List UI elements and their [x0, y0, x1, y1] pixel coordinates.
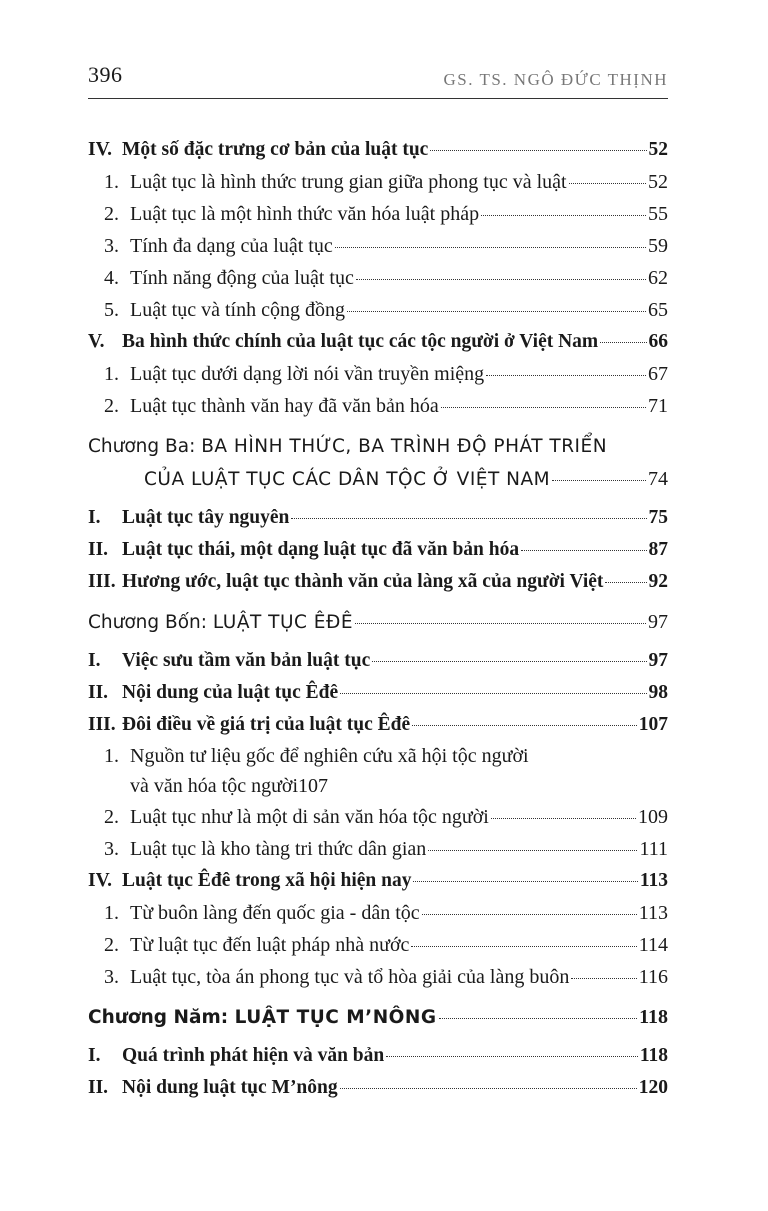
toc-page-number: 52	[648, 171, 668, 193]
dot-leader	[521, 550, 646, 551]
toc-entry-label	[88, 134, 428, 166]
dot-leader	[355, 623, 646, 624]
chapter-title: LUẬT TỤC M’NÔNG	[234, 1007, 437, 1028]
toc-entry	[88, 865, 668, 897]
toc-subsection-title: Từ buôn làng đến quốc gia - dân tộc	[130, 902, 420, 924]
chapter-label: Chương Năm:	[88, 1007, 235, 1028]
toc-subsection-number: 1.	[104, 902, 119, 924]
toc-section-number: I.	[88, 507, 101, 528]
toc-entry-label	[104, 230, 333, 262]
toc-section-number: II.	[88, 1077, 109, 1098]
toc-subsection-title: Luật tục là kho tàng tri thức dân gian	[130, 838, 427, 860]
toc-entry	[88, 606, 668, 639]
toc-entry	[88, 709, 668, 741]
dot-leader	[291, 518, 646, 519]
toc-entry-label	[88, 645, 370, 677]
toc-entry-label	[104, 961, 569, 993]
chapter-label: Chương Ba:	[88, 436, 202, 457]
toc-page-number: 71	[648, 395, 668, 417]
toc-page-number: 75	[648, 507, 668, 528]
toc-subsection-number: 3.	[104, 966, 119, 988]
dot-leader	[491, 818, 636, 819]
toc-subsection-title: Tính năng động của luật tục	[130, 267, 354, 289]
dot-leader	[347, 311, 646, 312]
toc-entry-label	[88, 1040, 384, 1072]
toc-entry	[88, 390, 668, 422]
toc-section-title: Luật tục thái, một dạng luật tục đã văn bản hóa	[122, 539, 520, 560]
toc-entry-label	[104, 198, 479, 230]
dot-leader	[335, 247, 646, 248]
toc-entry	[88, 801, 668, 833]
toc-subsection-title: Luật tục như là một di sản văn hóa tộc người	[130, 806, 489, 828]
dot-leader	[340, 693, 646, 694]
toc-page-number: 107	[298, 775, 329, 797]
toc-entry-label	[88, 606, 353, 639]
dot-leader	[386, 1056, 638, 1057]
toc-subsection-title: Luật tục là một hình thức văn hóa luật pháp	[130, 203, 480, 225]
toc-entry	[88, 833, 668, 865]
chapter-label: Chương Bốn:	[88, 612, 213, 633]
toc-page-number: 113	[639, 870, 668, 891]
toc-entry-label	[104, 833, 426, 865]
dot-leader	[569, 183, 646, 184]
toc-entry	[88, 326, 668, 358]
toc-page-number: 109	[638, 806, 668, 828]
dot-leader	[356, 279, 646, 280]
chapter-title: BA HÌNH THỨC, BA TRÌNH ĐỘ PHÁT TRIỂN	[201, 436, 608, 457]
toc-entry	[88, 929, 668, 961]
toc-entry	[88, 230, 668, 262]
toc-entry-label	[104, 897, 420, 929]
chapter-title-continued: CỦA LUẬT TỤC CÁC DÂN TỘC Ở VIỆT NAM	[144, 469, 551, 490]
toc-entry-label	[88, 326, 598, 358]
toc-entry	[88, 741, 668, 801]
toc-entry-label	[88, 1072, 338, 1104]
dot-leader	[340, 1088, 637, 1089]
dot-leader	[372, 661, 646, 662]
toc-entry-label	[104, 929, 409, 961]
toc-subsection-number: 1.	[104, 363, 119, 385]
toc-subsection-number: 5.	[104, 299, 119, 321]
dot-leader	[430, 150, 646, 151]
toc-entry	[88, 1001, 668, 1034]
toc-subsection-title: Nguồn tư liệu gốc để nghiên cứu xã hội tộc người	[130, 745, 529, 767]
toc-entry	[88, 294, 668, 326]
toc-section-number: III.	[88, 714, 116, 735]
chapter-line	[88, 463, 668, 496]
toc-subsection-title-continued: và văn hóa tộc người	[130, 775, 299, 797]
toc-entry	[88, 262, 668, 294]
toc-entry	[88, 677, 668, 709]
toc-page-number: 98	[648, 682, 668, 703]
page-header	[88, 58, 668, 99]
dot-leader	[411, 946, 636, 947]
toc-page-number: 65	[648, 299, 668, 321]
chapter-title: LUẬT TỤC ÊĐÊ	[212, 612, 354, 633]
toc-entry-label	[88, 677, 338, 709]
toc-entry	[88, 358, 668, 390]
dot-leader	[413, 881, 637, 882]
toc-section-number: IV.	[88, 139, 113, 160]
dot-leader	[600, 342, 646, 343]
toc-subsection-number: 4.	[104, 267, 119, 289]
toc-subsection-number: 2.	[104, 395, 119, 417]
toc-page-number: 55	[648, 203, 668, 225]
toc-entry-line	[104, 771, 668, 801]
toc-entry-label	[88, 566, 603, 598]
dot-leader	[481, 215, 646, 216]
page-number: 396	[88, 62, 123, 87]
chapter-line	[88, 430, 668, 463]
toc-subsection-title: Luật tục là hình thức trung gian giữa phong tục và luật	[130, 171, 567, 193]
toc-page-number: 92	[648, 571, 668, 592]
table-of-contents	[88, 134, 668, 1104]
toc-page-number: 52	[648, 139, 668, 160]
toc-entry-label	[88, 865, 411, 897]
toc-section-title: Đôi điều về giá trị của luật tục Êđê	[122, 714, 411, 735]
toc-subsection-title: Tính đa dạng của luật tục	[130, 235, 333, 257]
toc-page-number: 107	[638, 714, 668, 735]
toc-subsection-number: 2.	[104, 203, 119, 225]
toc-page-number: 59	[648, 235, 668, 257]
toc-page-number: 113	[638, 902, 668, 924]
toc-page-number: 120	[638, 1077, 668, 1098]
toc-subsection-title: Luật tục dưới dạng lời nói vần truyền miệng	[130, 363, 485, 385]
dot-leader	[486, 375, 646, 376]
toc-section-title: Hương ước, luật tục thành văn của làng xã của người Việt	[122, 571, 604, 592]
toc-page-number: 62	[648, 267, 668, 289]
toc-entry-label	[104, 166, 567, 198]
toc-page-number: 118	[639, 1045, 668, 1066]
toc-entry-label	[104, 390, 439, 422]
toc-subsection-title: Luật tục, tòa án phong tục và tổ hòa giải của làng buôn	[130, 966, 570, 988]
toc-entry	[88, 198, 668, 230]
toc-subsection-number: 3.	[104, 838, 119, 860]
toc-page-number: 111	[639, 838, 668, 860]
toc-entry-label	[88, 502, 289, 534]
toc-page-number: 97	[648, 611, 668, 633]
toc-entry	[88, 534, 668, 566]
toc-entry	[88, 897, 668, 929]
toc-section-number: I.	[88, 1045, 101, 1066]
toc-entry-label	[88, 709, 410, 741]
toc-section-number: I.	[88, 650, 101, 671]
toc-page-number: 97	[648, 650, 668, 671]
chapter-heading	[88, 430, 668, 496]
dot-leader	[428, 850, 637, 851]
toc-entry	[88, 134, 668, 166]
toc-section-number: III.	[88, 571, 116, 592]
toc-subsection-number: 1.	[104, 171, 119, 193]
toc-entry-label	[104, 294, 345, 326]
toc-subsection-number: 1.	[104, 745, 119, 767]
toc-page-number: 116	[638, 966, 668, 988]
toc-entry	[88, 1072, 668, 1104]
toc-section-title: Luật tục Êđê trong xã hội hiện nay	[122, 870, 412, 891]
toc-entry	[88, 566, 668, 598]
dot-leader	[605, 582, 646, 583]
toc-page-number: 118	[639, 1006, 668, 1028]
toc-page-number: 87	[648, 539, 668, 560]
toc-section-number: V.	[88, 331, 105, 352]
toc-entry	[88, 166, 668, 198]
toc-subsection-number: 2.	[104, 806, 119, 828]
toc-page-number: 114	[638, 934, 668, 956]
dot-leader	[422, 914, 637, 915]
toc-section-title: Quá trình phát hiện và văn bản	[122, 1045, 385, 1066]
toc-subsection-title: Luật tục và tính cộng đồng	[130, 299, 345, 321]
toc-page-number: 74	[648, 468, 668, 490]
toc-section-title: Nội dung luật tục M’nông	[122, 1077, 338, 1098]
toc-entry	[88, 961, 668, 993]
toc-section-title: Nội dung của luật tục Êđê	[122, 682, 339, 703]
toc-section-title: Luật tục tây nguyên	[122, 507, 290, 528]
toc-entry-line	[104, 741, 668, 771]
dot-leader	[571, 978, 636, 979]
toc-entry-label	[104, 262, 354, 294]
toc-subsection-number: 3.	[104, 235, 119, 257]
dot-leader	[552, 480, 646, 481]
dot-leader	[439, 1018, 638, 1019]
toc-subsection-title: Từ luật tục đến luật pháp nhà nước	[130, 934, 410, 956]
toc-entry	[88, 1040, 668, 1072]
toc-entry	[88, 645, 668, 677]
toc-entry-label	[88, 534, 519, 566]
toc-section-title: Một số đặc trưng cơ bản của luật tục	[122, 139, 429, 160]
toc-entry-label	[88, 1001, 437, 1034]
toc-subsection-number: 2.	[104, 934, 119, 956]
dot-leader	[412, 725, 637, 726]
toc-subsection-title: Luật tục thành văn hay đã văn bản hóa	[130, 395, 439, 417]
toc-entry-label	[104, 358, 484, 390]
toc-page-number: 67	[648, 363, 668, 385]
toc-section-number: II.	[88, 682, 109, 703]
dot-leader	[441, 407, 646, 408]
toc-entry	[88, 502, 668, 534]
toc-section-number: II.	[88, 539, 109, 560]
toc-page-number: 66	[648, 331, 668, 352]
toc-section-number: IV.	[88, 870, 113, 891]
toc-entry-label	[104, 801, 489, 833]
toc-section-title: Việc sưu tầm văn bản luật tục	[122, 650, 371, 671]
toc-section-title: Ba hình thức chính của luật tục các tộc người ở Việt Nam	[122, 331, 599, 352]
running-head: GS. TS. NGÔ ĐỨC THỊNH	[443, 70, 668, 89]
